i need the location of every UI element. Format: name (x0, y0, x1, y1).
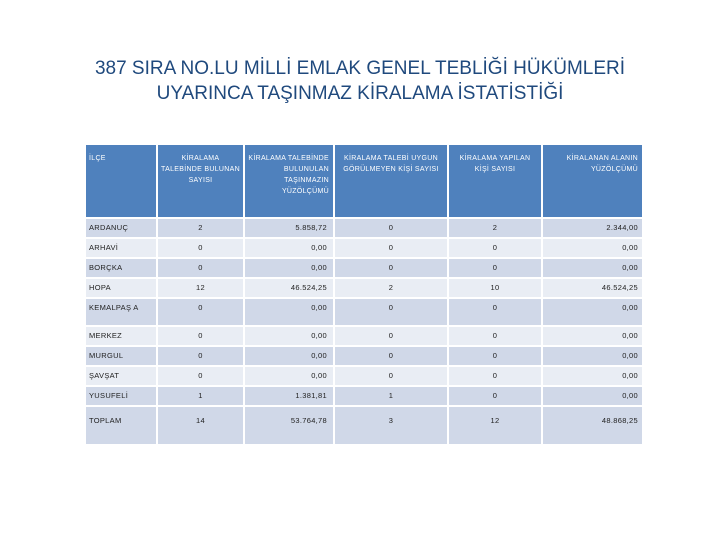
table-row (86, 279, 642, 297)
table-cell: 0,00 (543, 327, 642, 345)
table-cell: ŞAVŞAT (86, 367, 156, 385)
table-cell: 0,00 (245, 347, 333, 365)
page-title (0, 56, 720, 106)
table-row (86, 387, 642, 405)
table-cell: HOPA (86, 279, 156, 297)
table-row (86, 299, 642, 325)
table-cell: 0 (335, 367, 447, 385)
title-line-1: 387 SIRA NO.LU MİLLİ EMLAK GENEL TEBLİĞİ HÜKÜMLERİ (94, 58, 626, 79)
table-cell: 0 (158, 259, 243, 277)
table-cell: BORÇKA (86, 259, 156, 277)
table-cell: 46.524,25 (245, 279, 333, 297)
table-cell: 0,00 (543, 387, 642, 405)
table-cell: 2 (335, 279, 447, 297)
table-row (86, 239, 642, 257)
table-cell: 12 (158, 279, 243, 297)
table-cell: 48.868,25 (543, 407, 642, 444)
table-cell: 0 (158, 327, 243, 345)
header-rented-area: KİRALANAN ALANIN YÜZÖLÇÜMÜ (543, 145, 642, 217)
table-total-row (86, 407, 642, 444)
table-cell: 0,00 (543, 347, 642, 365)
table-cell: 0,00 (543, 239, 642, 257)
table-row (86, 327, 642, 345)
table-cell: 0 (158, 347, 243, 365)
header-district: İLÇE (86, 145, 156, 217)
table-cell: MERKEZ (86, 327, 156, 345)
table-header-row (86, 145, 642, 217)
table-cell: 10 (449, 279, 541, 297)
table-cell: ARHAVİ (86, 239, 156, 257)
table-cell: 0 (449, 347, 541, 365)
table-cell: 14 (158, 407, 243, 444)
table-cell: YUSUFELİ (86, 387, 156, 405)
table-cell: KEMALPAŞ A (86, 299, 156, 325)
table-row (86, 367, 642, 385)
table-cell: 2 (449, 219, 541, 237)
table-cell: MURGUL (86, 347, 156, 365)
table-cell: 2 (158, 219, 243, 237)
table-cell: 0 (449, 327, 541, 345)
table-cell: 0 (335, 327, 447, 345)
table-body (86, 219, 642, 444)
table-row (86, 259, 642, 277)
table-cell: 0,00 (245, 259, 333, 277)
table-cell: 2.344,00 (543, 219, 642, 237)
table-cell: 0,00 (543, 299, 642, 325)
table-row (86, 219, 642, 237)
table-cell: TOPLAM (86, 407, 156, 444)
header-rented-count: KİRALAMA YAPILAN KİŞİ SAYISI (449, 145, 541, 217)
table-cell: 0 (158, 299, 243, 325)
table-cell: 0 (449, 259, 541, 277)
table-cell: 0,00 (245, 299, 333, 325)
table-cell: 0,00 (245, 239, 333, 257)
table-row (86, 347, 642, 365)
table-cell: ARDANUÇ (86, 219, 156, 237)
table-cell: 12 (449, 407, 541, 444)
table-cell: 0,00 (543, 367, 642, 385)
table-cell: 0 (335, 219, 447, 237)
table-cell: 1 (158, 387, 243, 405)
table-cell: 0 (449, 367, 541, 385)
table-cell: 0 (335, 239, 447, 257)
table-cell: 5.858,72 (245, 219, 333, 237)
title-line-2: UYARINCA TAŞINMAZ KİRALAMA İSTATİSTİĞİ (156, 83, 564, 104)
table-cell: 46.524,25 (543, 279, 642, 297)
table-cell: 0,00 (245, 327, 333, 345)
table-cell: 1.381,81 (245, 387, 333, 405)
table-cell: 0 (335, 259, 447, 277)
header-rejected-count: KİRALAMA TALEBİ UYGUN GÖRÜLMEYEN KİŞİ SAYISI (335, 145, 447, 217)
table-cell: 53.764,78 (245, 407, 333, 444)
table-cell: 0 (158, 367, 243, 385)
table-cell: 0,00 (543, 259, 642, 277)
table-cell: 3 (335, 407, 447, 444)
table-cell: 0 (449, 387, 541, 405)
table-cell: 0 (449, 299, 541, 325)
table-cell: 0 (335, 347, 447, 365)
table-cell: 0 (158, 239, 243, 257)
table-cell: 0 (449, 239, 541, 257)
table-cell: 1 (335, 387, 447, 405)
header-applicant-count: KİRALAMA TALEBİNDE BULUNAN SAYISI (158, 145, 243, 217)
table-cell: 0,00 (245, 367, 333, 385)
rental-statistics-table (84, 143, 644, 446)
header-requested-area: KİRALAMA TALEBİNDE BULUNULAN TAŞINMAZIN YÜZÖLÇÜMÜ (245, 145, 333, 217)
table-cell: 0 (335, 299, 447, 325)
